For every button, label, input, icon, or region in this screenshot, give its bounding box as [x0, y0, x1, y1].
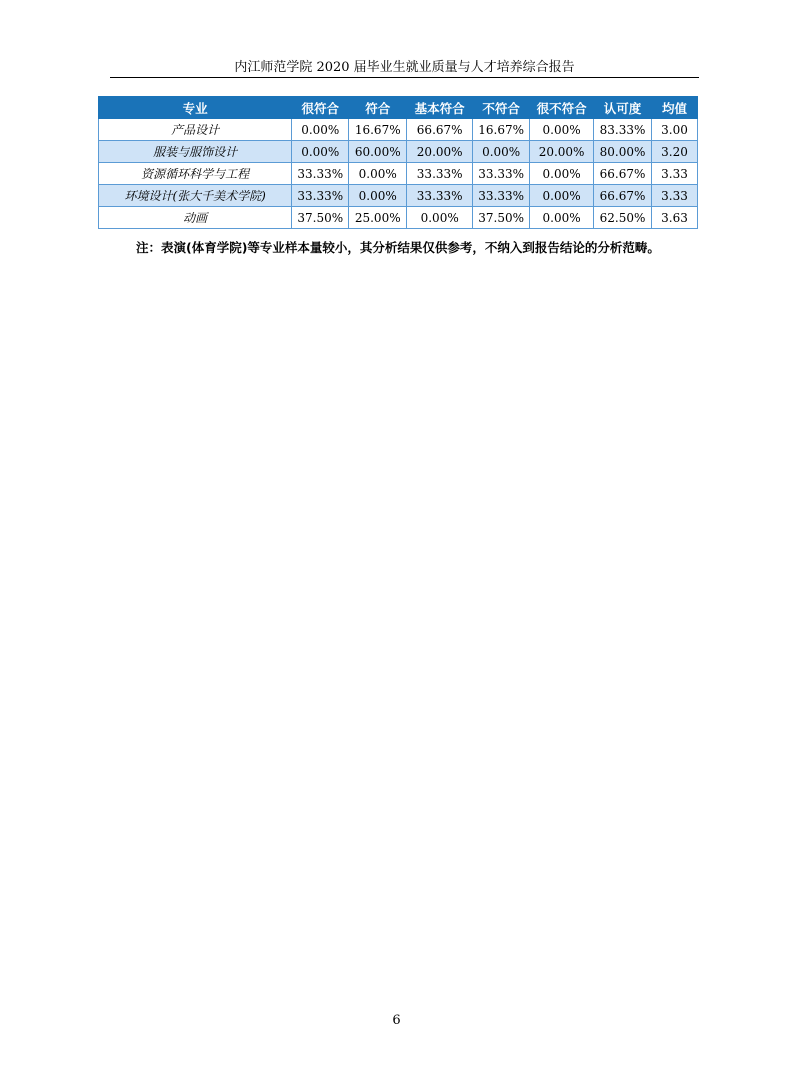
- table-cell: 0.00%: [349, 185, 407, 207]
- column-header: 不符合: [473, 97, 530, 119]
- major-cell: 产品设计: [99, 119, 292, 141]
- column-header: 很符合: [292, 97, 349, 119]
- table-cell: 0.00%: [530, 207, 594, 229]
- table-cell: 0.00%: [530, 163, 594, 185]
- table-cell: 33.33%: [407, 163, 473, 185]
- table-cell: 0.00%: [407, 207, 473, 229]
- table-cell: 66.67%: [594, 185, 652, 207]
- column-header: 符合: [349, 97, 407, 119]
- table-cell: 16.67%: [349, 119, 407, 141]
- table-cell: 0.00%: [530, 119, 594, 141]
- table-cell: 66.67%: [407, 119, 473, 141]
- table-cell: 3.33: [652, 163, 698, 185]
- table-cell: 25.00%: [349, 207, 407, 229]
- table-cell: 0.00%: [292, 141, 349, 163]
- page-number: 6: [392, 1013, 401, 1028]
- table-cell: 0.00%: [530, 185, 594, 207]
- table-cell: 3.00: [652, 119, 698, 141]
- page-header: 内江师范学院 2020 届毕业生就业质量与人才培养综合报告: [234, 60, 575, 75]
- table-cell: 62.50%: [594, 207, 652, 229]
- table-cell: 3.63: [652, 207, 698, 229]
- table-cell: 0.00%: [292, 119, 349, 141]
- table-cell: 20.00%: [407, 141, 473, 163]
- table-cell: 80.00%: [594, 141, 652, 163]
- table-cell: 37.50%: [292, 207, 349, 229]
- table-cell: 83.33%: [594, 119, 652, 141]
- header-rule: [110, 77, 699, 78]
- satisfaction-table: [98, 96, 698, 229]
- table-header-row: [99, 97, 698, 119]
- column-header: 认可度: [594, 97, 652, 119]
- major-cell: 环境设计(张大千美术学院): [99, 185, 292, 207]
- table-cell: 20.00%: [530, 141, 594, 163]
- table-row: [99, 207, 698, 229]
- column-header: 很不符合: [530, 97, 594, 119]
- major-cell: 动画: [99, 207, 292, 229]
- major-cell: 资源循环科学与工程: [99, 163, 292, 185]
- table-cell: 0.00%: [349, 163, 407, 185]
- table-row: [99, 119, 698, 141]
- table-cell: 3.33: [652, 185, 698, 207]
- table-cell: 37.50%: [473, 207, 530, 229]
- column-header: 基本符合: [407, 97, 473, 119]
- table-cell: 0.00%: [473, 141, 530, 163]
- column-header: 专业: [99, 97, 292, 119]
- table-cell: 33.33%: [292, 185, 349, 207]
- table-note: 注：表演(体育学院)等专业样本量较小，其分析结果仅供参考，不纳入到报告结论的分析范畴。: [136, 240, 660, 255]
- table-cell: 33.33%: [292, 163, 349, 185]
- table-cell: 60.00%: [349, 141, 407, 163]
- table-row: [99, 185, 698, 207]
- table-cell: 66.67%: [594, 163, 652, 185]
- table-cell: 33.33%: [473, 163, 530, 185]
- table-row: [99, 163, 698, 185]
- major-cell: 服装与服饰设计: [99, 141, 292, 163]
- column-header: 均值: [652, 97, 698, 119]
- table-row: [99, 141, 698, 163]
- table-cell: 33.33%: [407, 185, 473, 207]
- table-cell: 33.33%: [473, 185, 530, 207]
- table-cell: 16.67%: [473, 119, 530, 141]
- table-cell: 3.20: [652, 141, 698, 163]
